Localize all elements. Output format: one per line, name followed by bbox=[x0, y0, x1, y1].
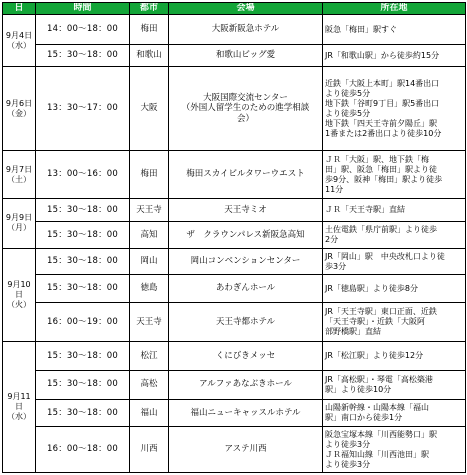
venue-cell bbox=[169, 370, 323, 399]
date-day: 9月6日 bbox=[5, 98, 33, 108]
location-line: より徒歩5分 bbox=[325, 88, 371, 98]
table-row bbox=[3, 248, 466, 275]
city-cell: 梅田 bbox=[130, 151, 169, 199]
venue-line: くにびきメッセ bbox=[215, 350, 276, 361]
table-row bbox=[3, 67, 466, 151]
location-line: 歩3分 bbox=[325, 261, 347, 271]
table-row bbox=[3, 275, 466, 303]
time-cell: 15：30～18：00 bbox=[36, 370, 130, 399]
location-cell bbox=[323, 44, 466, 66]
location-line: ＪＲ「天王寺駅」直結 bbox=[325, 205, 405, 215]
date-day: 9月10日 bbox=[7, 280, 31, 300]
date-cell bbox=[3, 67, 36, 151]
date-weekday: （水） bbox=[7, 40, 31, 50]
header-date: 日 bbox=[3, 3, 36, 15]
location-line: 11分 bbox=[325, 184, 344, 194]
location-line: より徒歩5分 bbox=[325, 108, 371, 118]
venue-line: 天王寺ミオ bbox=[224, 204, 267, 215]
table-row bbox=[3, 198, 466, 221]
time-cell: 14：00～18：00 bbox=[36, 15, 130, 45]
time-cell: 15：30～18：00 bbox=[36, 198, 130, 221]
city-cell: 松江 bbox=[130, 342, 169, 371]
venue-line: 天王寺都ホテル bbox=[215, 316, 276, 327]
city-cell: 梅田 bbox=[130, 15, 169, 45]
time-cell: 15：30～18：00 bbox=[36, 222, 130, 249]
time-cell: 15：30～18：00 bbox=[36, 275, 130, 303]
city-cell: 大阪 bbox=[130, 67, 169, 151]
location-line: 2分 bbox=[325, 235, 339, 245]
venue-line: 岡山コンベンションセンター bbox=[190, 256, 301, 267]
header-venue: 会場 bbox=[169, 3, 323, 15]
location-line: より徒歩3分 bbox=[325, 439, 371, 449]
location-line: 1番または2番出口より徒歩10分 bbox=[325, 128, 442, 138]
table-row bbox=[3, 370, 466, 399]
venue-cell bbox=[169, 342, 323, 371]
date-day: 9月4日 bbox=[5, 30, 33, 40]
city-cell: 徳島 bbox=[130, 275, 169, 303]
location-line: JR「高松駅」・琴電「高松築港 bbox=[325, 374, 433, 384]
time-cell: 13：00～16：00 bbox=[36, 151, 130, 199]
location-line: 近鉄「大阪上本町」駅14番出口 bbox=[325, 78, 440, 88]
header-time: 時間 bbox=[36, 3, 130, 15]
date-weekday: （月） bbox=[7, 223, 31, 233]
venue-line: （外国人留学生のための進学相談 bbox=[181, 103, 310, 114]
location-line: ＪＲ「大阪」駅、地下鉄「梅 bbox=[325, 154, 429, 164]
location-cell bbox=[323, 222, 466, 249]
location-cell bbox=[323, 151, 466, 199]
date-cell bbox=[3, 198, 36, 248]
date-cell bbox=[3, 151, 36, 199]
location-cell bbox=[323, 248, 466, 275]
location-line: JR「徳島駅」より徒歩8分 bbox=[325, 283, 419, 293]
table-row bbox=[3, 303, 466, 342]
location-line: 阪急宝塚本線「川西能勢口」駅 bbox=[325, 429, 437, 439]
venue-line: 福山ニューキャッスルホテル bbox=[190, 407, 301, 418]
city-cell: 川西 bbox=[130, 427, 169, 473]
table-row bbox=[3, 399, 466, 427]
schedule-body bbox=[3, 15, 466, 473]
date-cell bbox=[3, 15, 36, 67]
location-line: 駅」より徒歩10分 bbox=[325, 384, 392, 394]
date-weekday: （水） bbox=[7, 412, 31, 422]
header-city: 都市 bbox=[130, 3, 169, 15]
venue-line: アルファあなぶきホール bbox=[199, 379, 292, 390]
table-row bbox=[3, 342, 466, 371]
location-line: 「天王寺駅」・近鉄「大阪阿 bbox=[325, 317, 425, 327]
table-row bbox=[3, 427, 466, 473]
city-cell: 和歌山 bbox=[130, 44, 169, 66]
venue-line: 和歌山ビッグ愛 bbox=[215, 50, 276, 61]
venue-cell bbox=[169, 44, 323, 66]
date-day: 9月11日 bbox=[7, 392, 31, 412]
venue-cell bbox=[169, 303, 323, 342]
table-row bbox=[3, 15, 466, 45]
location-cell bbox=[323, 15, 466, 45]
location-cell bbox=[323, 303, 466, 342]
location-cell bbox=[323, 198, 466, 221]
location-line: ＪＲ福知山線「川西池田」駅 bbox=[325, 449, 429, 459]
venue-cell bbox=[169, 222, 323, 249]
table-row bbox=[3, 44, 466, 66]
venue-cell bbox=[169, 198, 323, 221]
time-cell: 16：00～19：00 bbox=[36, 303, 130, 342]
city-cell: 天王寺 bbox=[130, 198, 169, 221]
location-line: 駅」南口から徒歩1分 bbox=[325, 412, 403, 422]
venue-line: アステ川西 bbox=[224, 444, 267, 455]
venue-cell bbox=[169, 427, 323, 473]
header-location: 所在地 bbox=[323, 3, 466, 15]
location-cell bbox=[323, 370, 466, 399]
location-line: 阪急「梅田」駅すぐ bbox=[325, 24, 397, 34]
location-line: 土佐電鉄「県庁前駅」より徒歩 bbox=[325, 225, 437, 235]
city-cell: 岡山 bbox=[130, 248, 169, 275]
time-cell: 15：30～18：00 bbox=[36, 248, 130, 275]
location-line: 部野橋駅」直結 bbox=[325, 327, 381, 337]
location-line: JR「松江駅」より徒歩12分 bbox=[325, 351, 424, 361]
table-row bbox=[3, 222, 466, 249]
date-day: 9月7日 bbox=[5, 164, 33, 174]
location-line: JR「岡山」駅 中央改札口より徒 bbox=[325, 251, 445, 261]
venue-line: 大阪国際交流センター bbox=[203, 92, 288, 103]
venue-cell bbox=[169, 399, 323, 427]
location-line: 田」駅、阪急「梅田」駅より徒 bbox=[325, 164, 437, 174]
time-cell: 15：30～18：00 bbox=[36, 342, 130, 371]
location-cell bbox=[323, 427, 466, 473]
date-cell bbox=[3, 248, 36, 341]
location-cell bbox=[323, 399, 466, 427]
date-weekday: （土） bbox=[7, 174, 31, 184]
venue-cell bbox=[169, 248, 323, 275]
venue-line: 大阪新阪急ホテル bbox=[211, 24, 280, 35]
location-line: 歩9分、阪神「梅田」駅より徒歩 bbox=[325, 174, 443, 184]
date-cell bbox=[3, 342, 36, 473]
location-line: 山陽新幹線・山陽本線「福山 bbox=[325, 402, 429, 412]
venue-cell bbox=[169, 15, 323, 45]
venue-line: 梅田スカイビルタワーウエスト bbox=[186, 169, 305, 180]
venue-line: あわぎんホール bbox=[215, 283, 276, 294]
date-day: 9月9日 bbox=[5, 213, 33, 223]
location-line: JR「和歌山駅」から徒歩約15分 bbox=[325, 50, 440, 60]
time-cell: 13：30～17：00 bbox=[36, 67, 130, 151]
header-row bbox=[3, 3, 466, 15]
time-cell: 15：30～18：00 bbox=[36, 44, 130, 66]
city-cell: 天王寺 bbox=[130, 303, 169, 342]
event-schedule-table bbox=[2, 2, 466, 473]
date-weekday: （金） bbox=[7, 108, 31, 118]
location-line: 地下鉄「谷町9丁目」駅5番出口 bbox=[325, 98, 440, 108]
location-line: 地下鉄「四天王寺前夕陽丘」駅 bbox=[325, 118, 437, 128]
location-cell bbox=[323, 67, 466, 151]
venue-line: 会） bbox=[236, 114, 254, 125]
location-cell bbox=[323, 275, 466, 303]
date-weekday: （火） bbox=[7, 300, 31, 310]
city-cell: 高松 bbox=[130, 370, 169, 399]
location-line: JR「天王寺駅」東口正面、近鉄 bbox=[325, 307, 437, 317]
time-cell: 15：30～18：00 bbox=[36, 399, 130, 427]
venue-cell bbox=[169, 67, 323, 151]
venue-line: ザ クラウンパレス新阪急高知 bbox=[186, 229, 305, 240]
venue-cell bbox=[169, 275, 323, 303]
time-cell: 16：00～18：00 bbox=[36, 427, 130, 473]
location-line: より徒歩3分 bbox=[325, 459, 371, 469]
venue-cell bbox=[169, 151, 323, 199]
city-cell: 高知 bbox=[130, 222, 169, 249]
city-cell: 福山 bbox=[130, 399, 169, 427]
table-row bbox=[3, 151, 466, 199]
location-cell bbox=[323, 342, 466, 371]
